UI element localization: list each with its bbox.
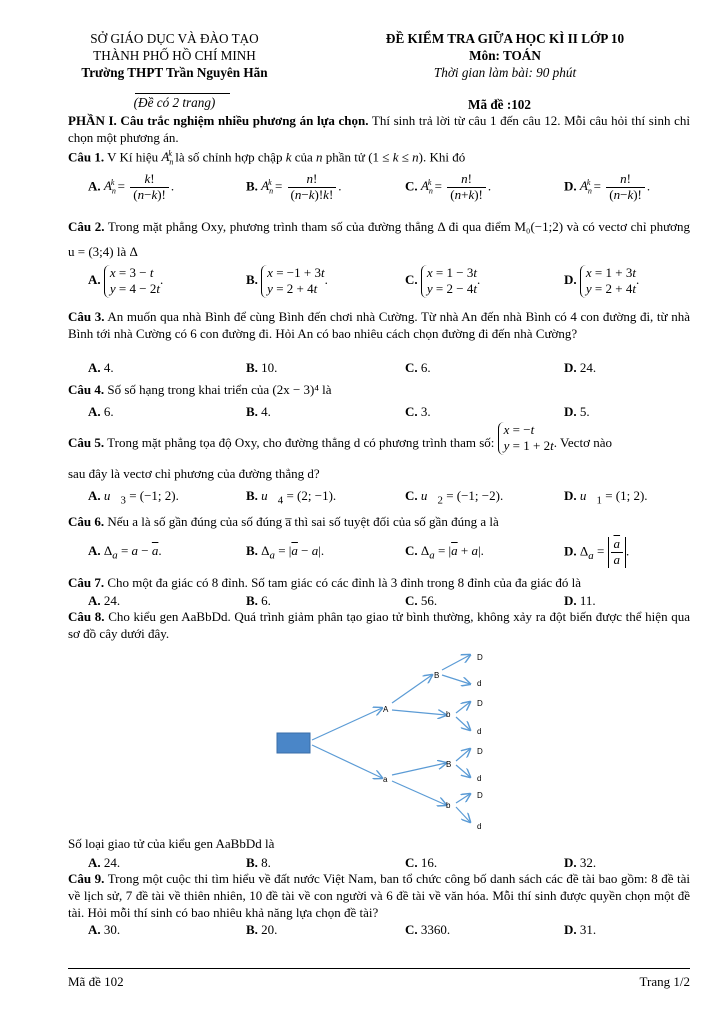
- opt-label: D.: [564, 404, 577, 419]
- q5-option-a[interactable]: A. $u⃗_3 = (-1$; 2).: [88, 488, 179, 507]
- opt-value: 24.: [579, 360, 597, 375]
- opt-value: 31.: [579, 922, 597, 937]
- q1-range: (1 ≤ k ≤ n): [368, 149, 423, 165]
- q6-option-d[interactable]: D. $\Delta_a$ = $\frac{\overline{a}}{a}$ .: [564, 536, 630, 567]
- q9-option-d[interactable]: [564, 922, 596, 938]
- q1-label: Câu 1.: [68, 149, 105, 165]
- opt-label: D.: [564, 178, 577, 194]
- q8-text: Cho kiểu gen AaBbDd. Quá trình giảm phân tạo giao tử bình thường, không xảy ra đột biến được thể hiện qua sơ đồ cây dưới đây.: [68, 609, 690, 641]
- opt-label: A.: [88, 593, 101, 608]
- footer-page-number: Trang 1/2: [639, 974, 690, 989]
- opt-label: A.: [88, 488, 101, 503]
- q1-text-c: của: [291, 149, 317, 165]
- opt-value: 32.: [579, 855, 597, 870]
- node-d4: d: [477, 822, 482, 831]
- node-D3: D: [477, 747, 483, 756]
- q4-option-a[interactable]: [88, 404, 114, 420]
- node-A: A: [383, 705, 389, 714]
- part1-intro: [68, 113, 690, 147]
- node-b1: b: [446, 710, 451, 719]
- opt-label: A.: [88, 855, 101, 870]
- question-5-cont: sau đây là vectơ chỉ phương của đường thẳng d?: [68, 466, 320, 481]
- q9-option-a[interactable]: [88, 922, 120, 938]
- q3-option-d[interactable]: [564, 360, 596, 376]
- header-right: [330, 30, 680, 81]
- opt-label: B.: [246, 404, 258, 419]
- opt-value: 4.: [103, 360, 114, 375]
- part1-title: PHẦN I. Câu trắc nghiệm nhiều phương án lựa chọn.: [68, 113, 369, 128]
- opt-label: C.: [405, 178, 418, 194]
- q1-option-b[interactable]: B. $A_n^k$ = $\frac{n!}{(n-k)!k!}$ .: [246, 171, 342, 202]
- opt-label: A.: [88, 922, 101, 937]
- q7-option-b[interactable]: [246, 593, 271, 609]
- q5-option-d[interactable]: D. $u⃗_1 = (1$; 2).: [564, 488, 648, 507]
- q4-text: Số số hạng trong khai triển của (2x − 3)⁴ là: [104, 382, 332, 397]
- q1-text-b: là số chỉnh hợp chập: [171, 149, 286, 165]
- q8-label: Câu 8.: [68, 609, 105, 624]
- q5-text: Trong mặt phẳng tọa độ Oxy, cho đường thẳng d có phương trình tham số:: [104, 435, 498, 451]
- q8-option-d[interactable]: [564, 855, 596, 871]
- node-B1: B: [434, 671, 440, 680]
- q7-option-d[interactable]: [564, 593, 596, 609]
- q3-option-a[interactable]: [88, 360, 114, 376]
- opt-value: 6.: [420, 360, 431, 375]
- footer-exam-code: Mã đề 102: [68, 974, 124, 989]
- q1-text: V Kí hiệu: [104, 149, 162, 165]
- node-D4: D: [477, 791, 483, 800]
- question-1: [68, 149, 465, 168]
- q1-text-d: phần tử: [322, 149, 369, 165]
- page-count-note: (Đề có 2 trang): [133, 95, 216, 110]
- subject: Môn: TOÁN: [469, 48, 541, 64]
- q9-label: Câu 9.: [68, 871, 105, 886]
- dept-name: SỞ GIÁO DỤC VÀ ĐÀO TẠO: [90, 31, 259, 46]
- q4-option-b[interactable]: [246, 404, 271, 420]
- opt-label: C.: [405, 404, 418, 419]
- q1-option-c[interactable]: C. $A_n^k$ = $\frac{n!}{(n+k)!}$ .: [405, 171, 492, 202]
- q3-label: Câu 3.: [68, 309, 105, 324]
- opt-value: 10.: [261, 360, 278, 375]
- q1-option-a[interactable]: A. $A_n^k$ = $\frac{k!}{(n-k)!}$ .: [88, 171, 175, 202]
- q5-option-b[interactable]: B. $u⃗_4 = (2$; −1).: [246, 488, 337, 507]
- q3-option-c[interactable]: [405, 360, 431, 376]
- q4-label: Câu 4.: [68, 382, 105, 397]
- school-name: Trường THPT Trần Nguyên Hãn: [81, 65, 268, 81]
- question-2: [68, 215, 690, 264]
- opt-label: A.: [88, 178, 101, 194]
- opt-label: C.: [405, 855, 418, 870]
- q1-option-d[interactable]: D. $A_n^k$ = $\frac{n!}{(n-k)!}$ .: [564, 171, 651, 202]
- opt-value: 4.: [261, 404, 271, 419]
- question-7: [68, 575, 581, 591]
- header-left: [62, 30, 287, 81]
- node-d2: d: [477, 727, 482, 736]
- opt-value: 6.: [103, 404, 114, 419]
- q9-option-c[interactable]: [405, 922, 450, 938]
- opt-label: C.: [405, 488, 418, 503]
- question-8-prompt: Số loại giao tử của kiểu gen AaBbDd là: [68, 836, 275, 851]
- q3-text: An muốn qua nhà Bình để cùng Bình đến chơi nhà Cường. Từ nhà An đến nhà Bình có 4 con đường đi, từ nhà Bình tới nhà Cường có 6 con đường đi. Hỏi An có bao nhiêu cách chọn đường đi đến nhà Cường?: [68, 309, 690, 341]
- opt-label: B.: [246, 855, 258, 870]
- opt-label: A.: [88, 272, 101, 288]
- question-6: [68, 514, 499, 530]
- q3-option-b[interactable]: [246, 360, 277, 376]
- question-8: [68, 609, 690, 643]
- opt-label: D.: [564, 855, 577, 870]
- q5-text-b: . Vectơ nào: [553, 435, 612, 451]
- opt-value: 24.: [103, 593, 121, 608]
- q2-option-c[interactable]: C. x = 1 − 3t y = 2 − 4t.: [405, 265, 481, 297]
- q2-text: Trong mặt phẳng Oxy, phương trình tham số của đường thẳng Δ đi qua điểm M₀(−1;2) và có vectơ chỉ phương u = (3;4) là Δ: [68, 219, 690, 259]
- opt-label: C.: [405, 360, 418, 375]
- opt-value: 11.: [579, 593, 596, 608]
- q2-option-b[interactable]: B. x = −1 + 3t y = 2 + 4t.: [246, 265, 328, 297]
- q4-option-d[interactable]: [564, 404, 590, 420]
- q9-option-b[interactable]: [246, 922, 277, 938]
- opt-label: B.: [246, 593, 258, 608]
- q6-option-a[interactable]: A. $\Delta_a = a - \overline{a}$.: [88, 543, 162, 562]
- opt-label: A.: [88, 543, 101, 558]
- opt-label: D.: [564, 488, 577, 503]
- opt-label: B.: [246, 922, 258, 937]
- question-4: [68, 382, 332, 398]
- opt-label: B.: [246, 178, 258, 194]
- opt-label: B.: [246, 360, 258, 375]
- exam-code: Mã đề :102: [468, 97, 531, 112]
- q2-option-a[interactable]: A. x = 3 − t y = 4 − 2t.: [88, 265, 164, 297]
- opt-label: A.: [88, 360, 101, 375]
- gamete-tree-diagram: [270, 645, 510, 840]
- opt-value: 6.: [261, 593, 271, 608]
- exam-title: ĐỀ KIỂM TRA GIỮA HỌC KÌ II LỚP 10: [385, 31, 625, 46]
- opt-label: B.: [246, 272, 258, 288]
- opt-label: D.: [564, 360, 577, 375]
- part1-text: Thí sinh trả lời từ câu 1 đến câu 12. Mỗi câu hỏi thí sinh chỉ chọn một phương án.: [68, 113, 690, 145]
- q6-label: Câu 6.: [68, 514, 105, 529]
- opt-label: B.: [246, 543, 258, 558]
- question-3: [68, 309, 690, 343]
- q1-n: n: [316, 149, 323, 165]
- q6-option-b[interactable]: B. $\Delta_a = |\overline{a} - a|$.: [246, 543, 325, 562]
- question-5: [68, 422, 612, 455]
- q2-option-d[interactable]: D. x = 1 + 3t y = 2 + 4t.: [564, 265, 640, 297]
- question-9: [68, 871, 690, 922]
- root-box: [277, 733, 310, 753]
- footer-divider: [68, 968, 690, 969]
- node-b2: b: [446, 801, 451, 810]
- q2-label: Câu 2.: [68, 219, 105, 234]
- q8-option-c[interactable]: [405, 855, 437, 871]
- opt-value: 16.: [420, 855, 438, 870]
- q5-system: x = −t y = 1 + 2t: [498, 422, 554, 455]
- city-name: THÀNH PHỐ HỒ CHÍ MINH: [93, 48, 256, 64]
- q7-option-a[interactable]: [88, 593, 120, 609]
- q7-option-c[interactable]: [405, 593, 437, 609]
- opt-value: 24.: [103, 855, 121, 870]
- opt-label: D.: [564, 922, 577, 937]
- opt-value: 20.: [261, 922, 278, 937]
- q1-text-e: . Khi đó: [422, 149, 466, 165]
- node-d3: d: [477, 774, 482, 783]
- q6-option-c[interactable]: C. $\Delta_a = |\overline{a} + a|$.: [405, 543, 484, 562]
- q1-symbol: $A_n^k$: [161, 149, 174, 167]
- opt-label: D.: [564, 593, 577, 608]
- opt-label: A.: [88, 404, 101, 419]
- opt-value: 3.: [420, 404, 431, 419]
- q5-label: Câu 5.: [68, 435, 105, 451]
- q1-k: k: [285, 149, 292, 165]
- q8-option-a[interactable]: [88, 855, 120, 871]
- opt-value: 56.: [420, 593, 438, 608]
- header-divider: [135, 93, 230, 94]
- node-D1: D: [477, 653, 483, 662]
- node-a: a: [383, 775, 388, 784]
- opt-label: B.: [246, 488, 258, 503]
- q7-label: Câu 7.: [68, 575, 105, 590]
- opt-value: 5.: [579, 404, 590, 419]
- opt-label: D.: [564, 543, 577, 559]
- opt-value: 3360.: [420, 922, 451, 937]
- duration: Thời gian làm bài: 90 phút: [433, 65, 577, 81]
- q5-option-c[interactable]: C. $u⃗_2 = (-1$; −2).: [405, 488, 504, 507]
- node-B2: B: [446, 760, 452, 769]
- opt-value: 8.: [261, 855, 271, 870]
- q9-text: Trong một cuộc thi tìm hiểu về đất nước Việt Nam, ban tổ chức công bố danh sách các đề tài bao gồm: 8 đề tài về lịch sử, 7 đề tài về thiên nhiên, 10 đề tài về con người và 6 đề tài về văn hóa. Mỗi thí sinh được quyền chọn một đề tài. Hỏi mỗi thí sinh có bao nhiêu khả năng lựa chọn đề tài?: [68, 871, 691, 920]
- opt-label: C.: [405, 593, 418, 608]
- q4-option-c[interactable]: [405, 404, 431, 420]
- node-d1: d: [477, 679, 482, 688]
- q8-option-b[interactable]: [246, 855, 271, 871]
- opt-label: C.: [405, 543, 418, 558]
- node-D2: D: [477, 699, 483, 708]
- opt-label: D.: [564, 272, 577, 288]
- opt-value: 30.: [103, 922, 121, 937]
- q6-text: Nếu a là số gần đúng của số đúng a̅ thì sai số tuyệt đối của số gần đúng a là: [104, 514, 499, 529]
- q7-text: Cho một đa giác có 8 đỉnh. Số tam giác có các đỉnh là 3 đỉnh trong 8 đỉnh của đa giác đó là: [104, 575, 582, 590]
- opt-label: C.: [405, 922, 418, 937]
- opt-label: C.: [405, 272, 418, 288]
